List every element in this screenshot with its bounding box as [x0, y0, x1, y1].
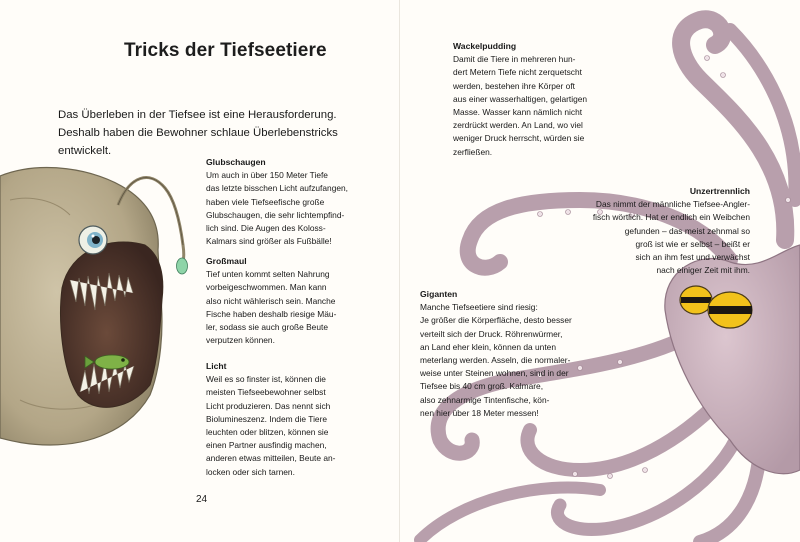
- text-line: Manche Tiefseetiere sind riesig:: [420, 302, 538, 313]
- section-heading: Unzertrennlich: [689, 186, 750, 196]
- text-line: einen Partner ausfindig machen,: [206, 440, 327, 451]
- text-line: ler, sodass sie auch große Beute: [206, 322, 328, 333]
- right-page: [400, 0, 800, 542]
- section-wackelpudding: [453, 40, 628, 159]
- text-line: Biolumineszenz. Indem die Tiere: [206, 413, 328, 424]
- text-line: an Land eher klein, können da unten: [420, 341, 556, 352]
- text-line: verteilt sich der Druck. Röhrenwürmer,: [420, 328, 563, 339]
- text-line: werden, bestehen ihre Körper oft: [453, 80, 575, 91]
- text-line: groß ist wie er selbst – beißt er: [635, 238, 750, 249]
- text-line: nen hier über 18 Meter messen!: [420, 407, 539, 418]
- text-line: das letzte bisschen Licht aufzufangen,: [206, 183, 349, 194]
- text-line: Tiefsee bis 40 cm groß. Kalmare,: [420, 381, 544, 392]
- text-line: Je größer die Körperfläche, desto besser: [420, 315, 572, 326]
- text-line: also nicht wählerisch sein. Manche: [206, 295, 336, 306]
- text-line: Das nimmt der männliche Tiefsee-Angler-: [595, 199, 750, 210]
- text-line: gefunden – das meist zehnmal so: [624, 225, 750, 236]
- text-line: nach einiger Zeit mit ihm.: [656, 265, 750, 276]
- section-grossmaul: [206, 255, 386, 347]
- text-line: Weil es so finster ist, können die: [206, 374, 326, 385]
- text-line: meisten Tiefseebewohner selbst: [206, 387, 326, 398]
- section-heading: Großmaul: [206, 256, 247, 266]
- section-heading: Wackelpudding: [453, 41, 517, 51]
- section-licht: [206, 360, 386, 479]
- text-line: fisch wörtlich. Hat er endlich ein Weibchen: [592, 212, 750, 223]
- section-unzertrennlich: [520, 185, 750, 277]
- text-line: vorbeigeschwommen. Man kann: [206, 282, 327, 293]
- text-line: locken oder sich tarnen.: [206, 466, 295, 477]
- text-line: Glubschaugen, die sehr lichtempfind-: [206, 209, 345, 220]
- text-line: anderen etwas mitteilen, Beute an-: [206, 453, 336, 464]
- text-line: Um auch in über 150 Meter Tiefe: [206, 170, 328, 181]
- page-number: 24: [196, 494, 208, 505]
- text-line: weniger Druck herrscht, würden sie: [453, 133, 585, 144]
- section-heading: Licht: [206, 361, 227, 371]
- text-line: zerdrückt werden. An Land, wo viel: [453, 120, 583, 131]
- section-heading: Giganten: [420, 289, 458, 299]
- text-line: Masse. Wasser kann nämlich nicht: [453, 107, 583, 118]
- text-line: aus einer wasserhaltigen, gelartigen: [453, 93, 588, 104]
- text-line: Kalmars sind größer als Fußbälle!: [206, 236, 332, 247]
- text-line: haben viele Tiefseefische große: [206, 196, 325, 207]
- section-glubschaugen: [206, 156, 386, 248]
- text-line: leuchten oder blitzen, können sie: [206, 427, 329, 438]
- intro-paragraph: Das Überleben in der Tiefsee ist eine Herausforderung. Deshalb haben die Bewohner schlaue Überlebenstricks entwickelt.: [58, 109, 338, 157]
- text-line: verputzen können.: [206, 335, 275, 346]
- section-giganten: [420, 288, 620, 420]
- text-line: zerfließen.: [453, 146, 493, 157]
- section-heading: Glubschaugen: [206, 157, 266, 167]
- text-line: dert Metern Tiefe nicht zerquetscht: [453, 67, 582, 78]
- text-line: Damit die Tiere in mehreren hun-: [453, 54, 576, 65]
- text-line: weise unter Steinen wohnen, sind in der: [420, 368, 569, 379]
- text-line: meterlang werden. Asseln, die normaler-: [420, 355, 571, 366]
- text-line: sich an ihm fest und verwächst: [635, 252, 750, 263]
- text-line: lich sind. Die Augen des Koloss-: [206, 223, 326, 234]
- text-line: Fische haben deshalb riesige Mäu-: [206, 308, 337, 319]
- text-line: Tief unten kommt selten Nahrung: [206, 269, 330, 280]
- text-line: Licht produzieren. Das nennt sich: [206, 400, 331, 411]
- page-title: Tricks der Tiefseetiere: [124, 40, 327, 61]
- text-line: also zehnarmige Tintenfische, kön-: [420, 394, 550, 405]
